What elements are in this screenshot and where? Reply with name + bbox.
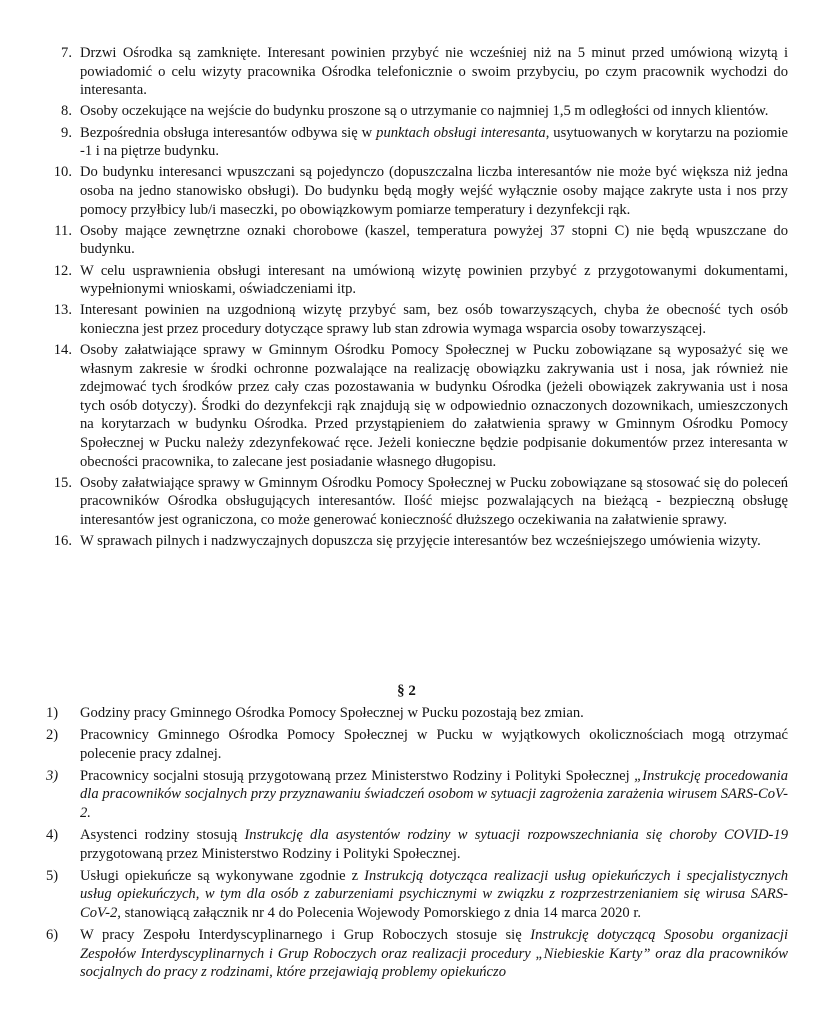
item-text: W pracy Zespołu Interdyscyplinarnego i Grup Roboczych stosuje się <box>80 927 531 944</box>
item-number: 7. <box>61 45 72 61</box>
item-number: 5) <box>46 867 59 884</box>
item-text: , usytuowanych w korytarzu na poziomie -1 i na piętrze budynku. <box>80 124 789 160</box>
item-number: 13. <box>53 302 72 319</box>
item-number: 11. <box>54 222 72 239</box>
item-text-italic: Instrukcją dotycząca realizacji usług opiekuńczych i specjalistycznych usług opiekuńczych, w tym dla osób z zaburzeniami psychicznymi w związku z rozprzestrzenianiem się wirusa SARS-CoV-2, <box>80 867 788 921</box>
item-text: Godziny pracy Gminnego Ośrodka Pomocy Społecznej w Pucku pozostają bez zmian. <box>80 705 584 721</box>
item-number: 16. <box>53 533 72 550</box>
list-item <box>46 474 788 530</box>
item-text-italic: punktach obsługi interesanta <box>376 124 546 141</box>
item-text: Interesant powinien na uzgodnioną wizytę przybyć sam, bez osób towarzyszących, chyba że obecność tych osób konieczna jest przez procedury dotyczące sprawy lub stan zdrowia wymaga wsparcia osoby towarzyszącej. <box>80 302 788 337</box>
list-item <box>46 163 788 219</box>
item-text: Osoby załatwiające sprawy w Gminnym Ośrodku Pomocy Społecznej w Pucku zobowiązane są stosować się do poleceń pracowników Ośrodka obsługujących interesantów. Ilość miejsc pozwalających na bieżącą - bezpieczną obsługę interesantów jest ograniczona, co może generować konieczność dłuższego oczekiwania na załatwienie sprawy. <box>80 474 788 528</box>
item-number: 1) <box>46 705 59 721</box>
item-text: Pracownicy Gminnego Ośrodka Pomocy Społecznej w Pucku w wyjątkowych okolicznościach mogą otrzymać polecenie pracy zdalnej. <box>80 727 788 762</box>
item-number: 2) <box>46 727 59 744</box>
item-number: 15. <box>53 474 72 491</box>
item-text: Bezpośrednia obsługa interesantów odbywa się w <box>80 124 377 141</box>
item-text: Do budynku interesanci wpuszczani są pojedynczo (dopuszczalna liczba interesantów nie może być większa niż jedna osoba na jedno stanowisko obsługi). Do budynku będą mogły wejść wyłącznie osoby mające zakryte usta i nos przy pomocy przyłbicy lub/i maseczki, po obowiązkowym pomiarze temperatury i dezynfekcji rąk. <box>80 164 788 218</box>
item-text: Osoby załatwiające sprawy w Gminnym Ośrodku Pomocy Społecznej w Pucku zobowiązane są wyposażyć się we własnym zakresie w środki ochronne pozwalające na realizację obowiązku zakrywania ust i nosa, jak również nie zdejmować tych środków przez cały czas pozostawania w budynku Ośrodka (jeżeli obowiązek zakrywania ust i nosa tych osób dotyczy). Środki do dezynfekcji rąk znajdują się w odpowiednio oznaczonych dozownikach, umieszczonych na korytarzach w budynku Ośrodka. Przed przystąpieniem do załatwienia sprawy w Gminnym Ośrodku Pomocy Społecznej w Pucku należy zdezynfekować ręce. Jeżeli konieczne będzie podpisanie dokumentów przez interesanta w obecności pracownika, to zalecane jest posiadanie własnego długopisu. <box>80 342 788 470</box>
section-heading: § 2 <box>397 683 416 699</box>
list-item <box>46 262 788 299</box>
item-number: 10. <box>53 164 72 181</box>
list-item <box>46 124 788 161</box>
item-text-italic: Instrukcję dotyczącą Sposobu organizacji Zespołów Interdyscyplinarnych i Grup Roboczych oraz realizacji procedury „Niebieskie Karty” oraz dla pracowników socjalnych do pracy z rodzinami, które przejawiają problemy opiekuńczo <box>80 927 788 981</box>
list-item <box>46 767 788 823</box>
item-text: W celu usprawnienia obsługi interesant na umówioną wizytę powinien przybyć z przygotowanymi dokumentami, wypełnionymi wnioskami, oświadczeniami itp. <box>80 262 788 298</box>
item-number: 9. <box>61 124 72 141</box>
item-text: Osoby mające zewnętrzne oznaki chorobowe (kaszel, temperatura powyżej 37 stopni C) nie będą wpuszczane do budynku. <box>80 222 788 258</box>
item-text: Osoby oczekujące na wejście do budynku proszone są o utrzymanie co najmniej 1,5 m odległości od innych klientów. <box>80 103 769 120</box>
list-item <box>46 726 788 763</box>
list-item <box>46 341 788 471</box>
item-number: 6) <box>46 927 59 944</box>
list-item <box>46 826 788 863</box>
item-number: 3) <box>46 767 59 784</box>
item-text: Drzwi Ośrodka są zamknięte. Interesant powinien przybyć nie wcześniej niż na 5 minut przed umówioną wizytą i powiadomić o celu wizyty pracownika Ośrodka telefonicznie o swoim przybyciu, po czym pracownik wychodzi do interesanta. <box>80 45 788 99</box>
item-text: Asystenci rodziny stosują <box>80 827 245 844</box>
section-1-list <box>46 44 788 553</box>
item-number: 14. <box>53 342 72 359</box>
list-item <box>46 301 788 338</box>
item-text: Usługi opiekuńcze są wykonywane zgodnie z <box>80 867 365 884</box>
list-item <box>46 704 788 723</box>
list-item <box>46 867 788 923</box>
list-item <box>46 44 788 100</box>
item-number: 8. <box>61 103 72 120</box>
item-number: 12. <box>53 262 72 279</box>
list-item <box>46 926 788 982</box>
item-text: Pracownicy socjalni stosują przygotowaną przez Ministerstwo Rodziny i Polityki Społecznej <box>80 767 635 784</box>
item-text-italic: „Instrukcję procedowania dla pracowników socjalnych przy przyznawaniu świadczeń osobom w sytuacji zagrożenia zarażenia wirusem SARS-CoV-2. <box>80 767 788 821</box>
list-item <box>46 102 788 121</box>
section-2-list <box>46 704 788 985</box>
item-text: stanowiącą załącznik nr 4 do Polecenia Wojewody Pomorskiego z dnia 14 marca 2020 r. <box>120 904 642 921</box>
item-text: W sprawach pilnych i nadzwyczajnych dopuszcza się przyjęcie interesantów bez wcześniejszego umówienia wizyty. <box>80 533 761 550</box>
list-item <box>46 222 788 259</box>
item-text: przygotowaną przez Ministerstwo Rodziny i Polityki Społecznej. <box>80 845 461 862</box>
item-text-italic: Instrukcję dla asystentów rodziny w sytuacji rozpowszechniania się choroby COVID-19 <box>244 827 788 844</box>
list-item <box>46 532 788 551</box>
item-number: 4) <box>46 827 59 844</box>
